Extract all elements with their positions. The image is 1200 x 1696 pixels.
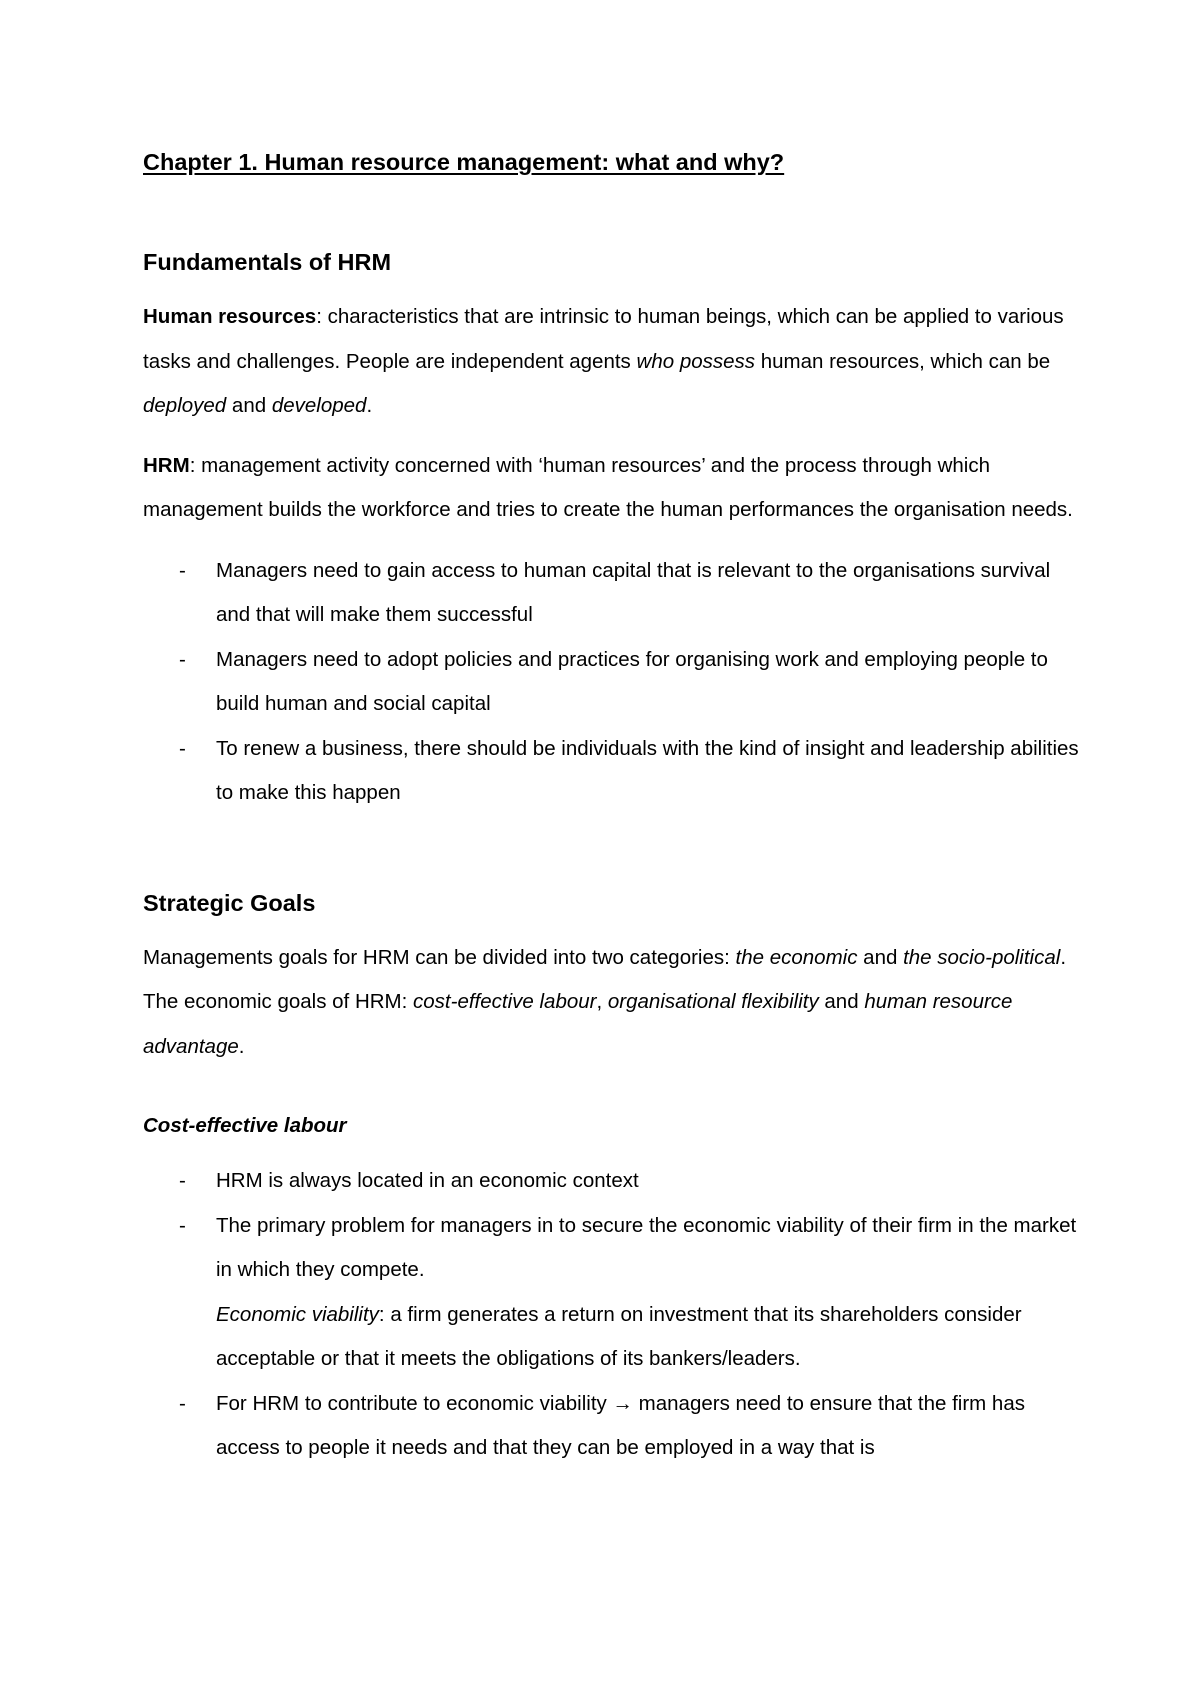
italic-fragment: the economic [735, 945, 858, 969]
text-fragment: . [366, 394, 373, 417]
list-item [143, 727, 1083, 816]
definition-note [216, 1293, 1083, 1382]
document-page [143, 145, 1083, 1471]
text-fragment: . [238, 1034, 245, 1058]
term-human-resources: Human resources [143, 305, 317, 328]
paragraph-hrm [143, 444, 1083, 533]
text-fragment: and [226, 394, 272, 417]
list-item [143, 549, 1083, 638]
term-economic-viability: Economic viability [216, 1302, 379, 1326]
paragraph-human-resources [143, 295, 1083, 429]
italic-fragment: organisational flexibility [607, 990, 819, 1013]
italic-fragment: who possess [636, 349, 756, 373]
bullet-dash: - [179, 1169, 186, 1192]
fundamentals-bullet-list [143, 549, 1083, 816]
bullet-dash: - [179, 736, 186, 760]
italic-fragment: human resource advantage [143, 990, 1013, 1058]
list-item-text: To renew a business, there should be individuals with the kind of insight and leadership abilities to make this happen [216, 736, 1079, 804]
bullet-dash: - [179, 647, 186, 671]
text-fragment: , [596, 990, 608, 1013]
list-item [143, 1382, 1083, 1471]
text-fragment: : management activity concerned with ‘human resources’ and the process through which management builds the workforce and tries to create the human performances the organisation needs. [143, 453, 1073, 521]
list-item-text: Managers need to adopt policies and practices for organising work and employing people to build human and social capital [216, 647, 1048, 715]
text-fragment: and [857, 945, 904, 969]
arrow-right-icon: → [612, 1391, 633, 1415]
italic-fragment: the socio-political [903, 945, 1061, 969]
list-item-text: Managers need to gain access to human capital that is relevant to the organisations survival and that will make them successful [216, 558, 1051, 626]
list-item [143, 638, 1083, 727]
text-fragment: : characteristics that are intrinsic to human beings, which can be applied to various tasks and challenges. People are independent agents [143, 305, 1064, 373]
term-hrm: HRM [143, 453, 190, 477]
list-item [143, 1159, 1083, 1204]
text-fragment: . The economic goals of HRM: [143, 945, 1067, 1013]
text-fragment: : a firm generates a return on investment that its shareholders consider acceptable or that it meets the obligations of its bankers/leaders. [216, 1302, 1022, 1370]
bullet-dash: - [179, 558, 186, 582]
bullet-dash: - [179, 1213, 186, 1237]
list-item-text: The primary problem for managers in to secure the economic viability of their firm in the market in which they compete. [216, 1213, 1077, 1281]
paragraph-strategic-goals [143, 936, 1083, 1070]
italic-fragment: deployed [143, 394, 227, 417]
text-fragment: and [818, 990, 865, 1013]
text-fragment: human resources, which can be [755, 349, 1051, 373]
sub-heading-cost-effective-labour: Cost-effective labour [143, 1114, 347, 1137]
cost-effective-bullet-list [143, 1159, 1083, 1471]
chapter-title: Chapter 1. Human resource management: what and why? [143, 149, 785, 175]
section-heading-strategic-goals: Strategic Goals [143, 889, 316, 916]
text-fragment: managers need to ensure that the firm has access to people it needs and that they can be employed in a way that is [216, 1391, 1025, 1459]
italic-fragment: cost-effective labour [413, 990, 597, 1013]
text-fragment: For HRM to contribute to economic viability [216, 1391, 613, 1415]
list-item [143, 1204, 1083, 1382]
bullet-dash: - [179, 1391, 186, 1415]
section-heading-fundamentals: Fundamentals of HRM [143, 249, 392, 275]
italic-fragment: developed [271, 394, 367, 417]
text-fragment: Managements goals for HRM can be divided into two categories: [143, 945, 736, 969]
list-item-text: HRM is always located in an economic context [216, 1169, 639, 1192]
